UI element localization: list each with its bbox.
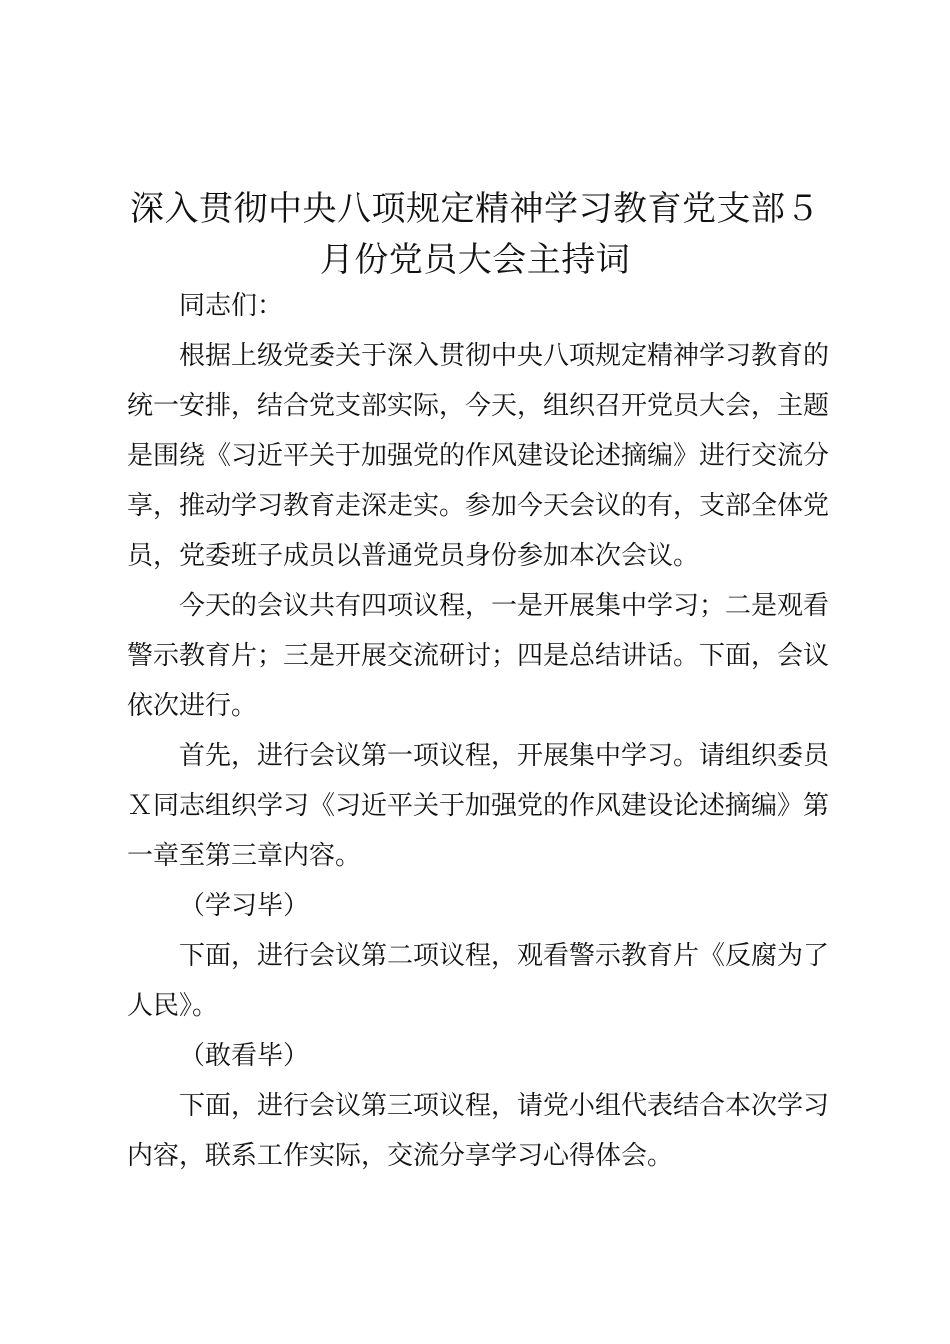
- text-line: 员，党委班子成员以普通党员身份参加本次会议。: [127, 541, 700, 571]
- text-line: 人民》。: [127, 991, 219, 1021]
- text-line: 同志们：: [179, 291, 284, 321]
- document-body: [127, 281, 832, 1181]
- first-item-paragraph: [127, 731, 832, 881]
- text-line: 下面，进行会议第三项议程，请党小组代表结合本次学习: [179, 1091, 830, 1121]
- text-line: 内容，联系工作实际，交流分享学习心得体会。: [127, 1141, 674, 1171]
- text-line: Ｘ同志组织学习《习近平关于加强党的作风建设论述摘编》第: [127, 791, 830, 821]
- second-item-paragraph: [127, 931, 832, 1031]
- text-line: （学习毕）: [179, 891, 310, 921]
- text-line: 享，推动学习教育走深走实。参加今天会议的有，支部全体党: [127, 491, 830, 521]
- text-line: 今天的会议共有四项议程，一是开展集中学习；二是观看: [179, 591, 830, 621]
- salutation-paragraph: [127, 281, 832, 331]
- viewing-done-note: [127, 1031, 832, 1081]
- text-line: 依次进行。: [127, 691, 258, 721]
- intro-paragraph: [127, 331, 832, 581]
- text-line: 首先，进行会议第一项议程，开展集中学习。请组织委员: [179, 741, 830, 771]
- agenda-paragraph: [127, 581, 832, 731]
- third-item-paragraph: [127, 1081, 832, 1181]
- title-line-1: 深入贯彻中央八项规定精神学习教育党支部５: [130, 189, 820, 229]
- text-line: 根据上级党委关于深入贯彻中央八项规定精神学习教育的: [179, 341, 830, 371]
- text-line: 统一安排，结合党支部实际，今天，组织召开党员大会，主题: [127, 391, 830, 421]
- text-line: 下面，进行会议第二项议程，观看警示教育片《反腐为了: [179, 941, 830, 971]
- text-line: 是围绕《习近平关于加强党的作风建设论述摘编》进行交流分: [127, 441, 830, 471]
- text-line: 一章至第三章内容。: [127, 841, 362, 871]
- study-done-note: [127, 881, 832, 931]
- text-line: 警示教育片；三是开展交流研讨；四是总结讲话。下面，会议: [127, 641, 830, 671]
- title-line-2: 月份党员大会主持词: [319, 240, 631, 280]
- text-line: （敢看毕）: [179, 1041, 310, 1071]
- document-title: [100, 184, 850, 286]
